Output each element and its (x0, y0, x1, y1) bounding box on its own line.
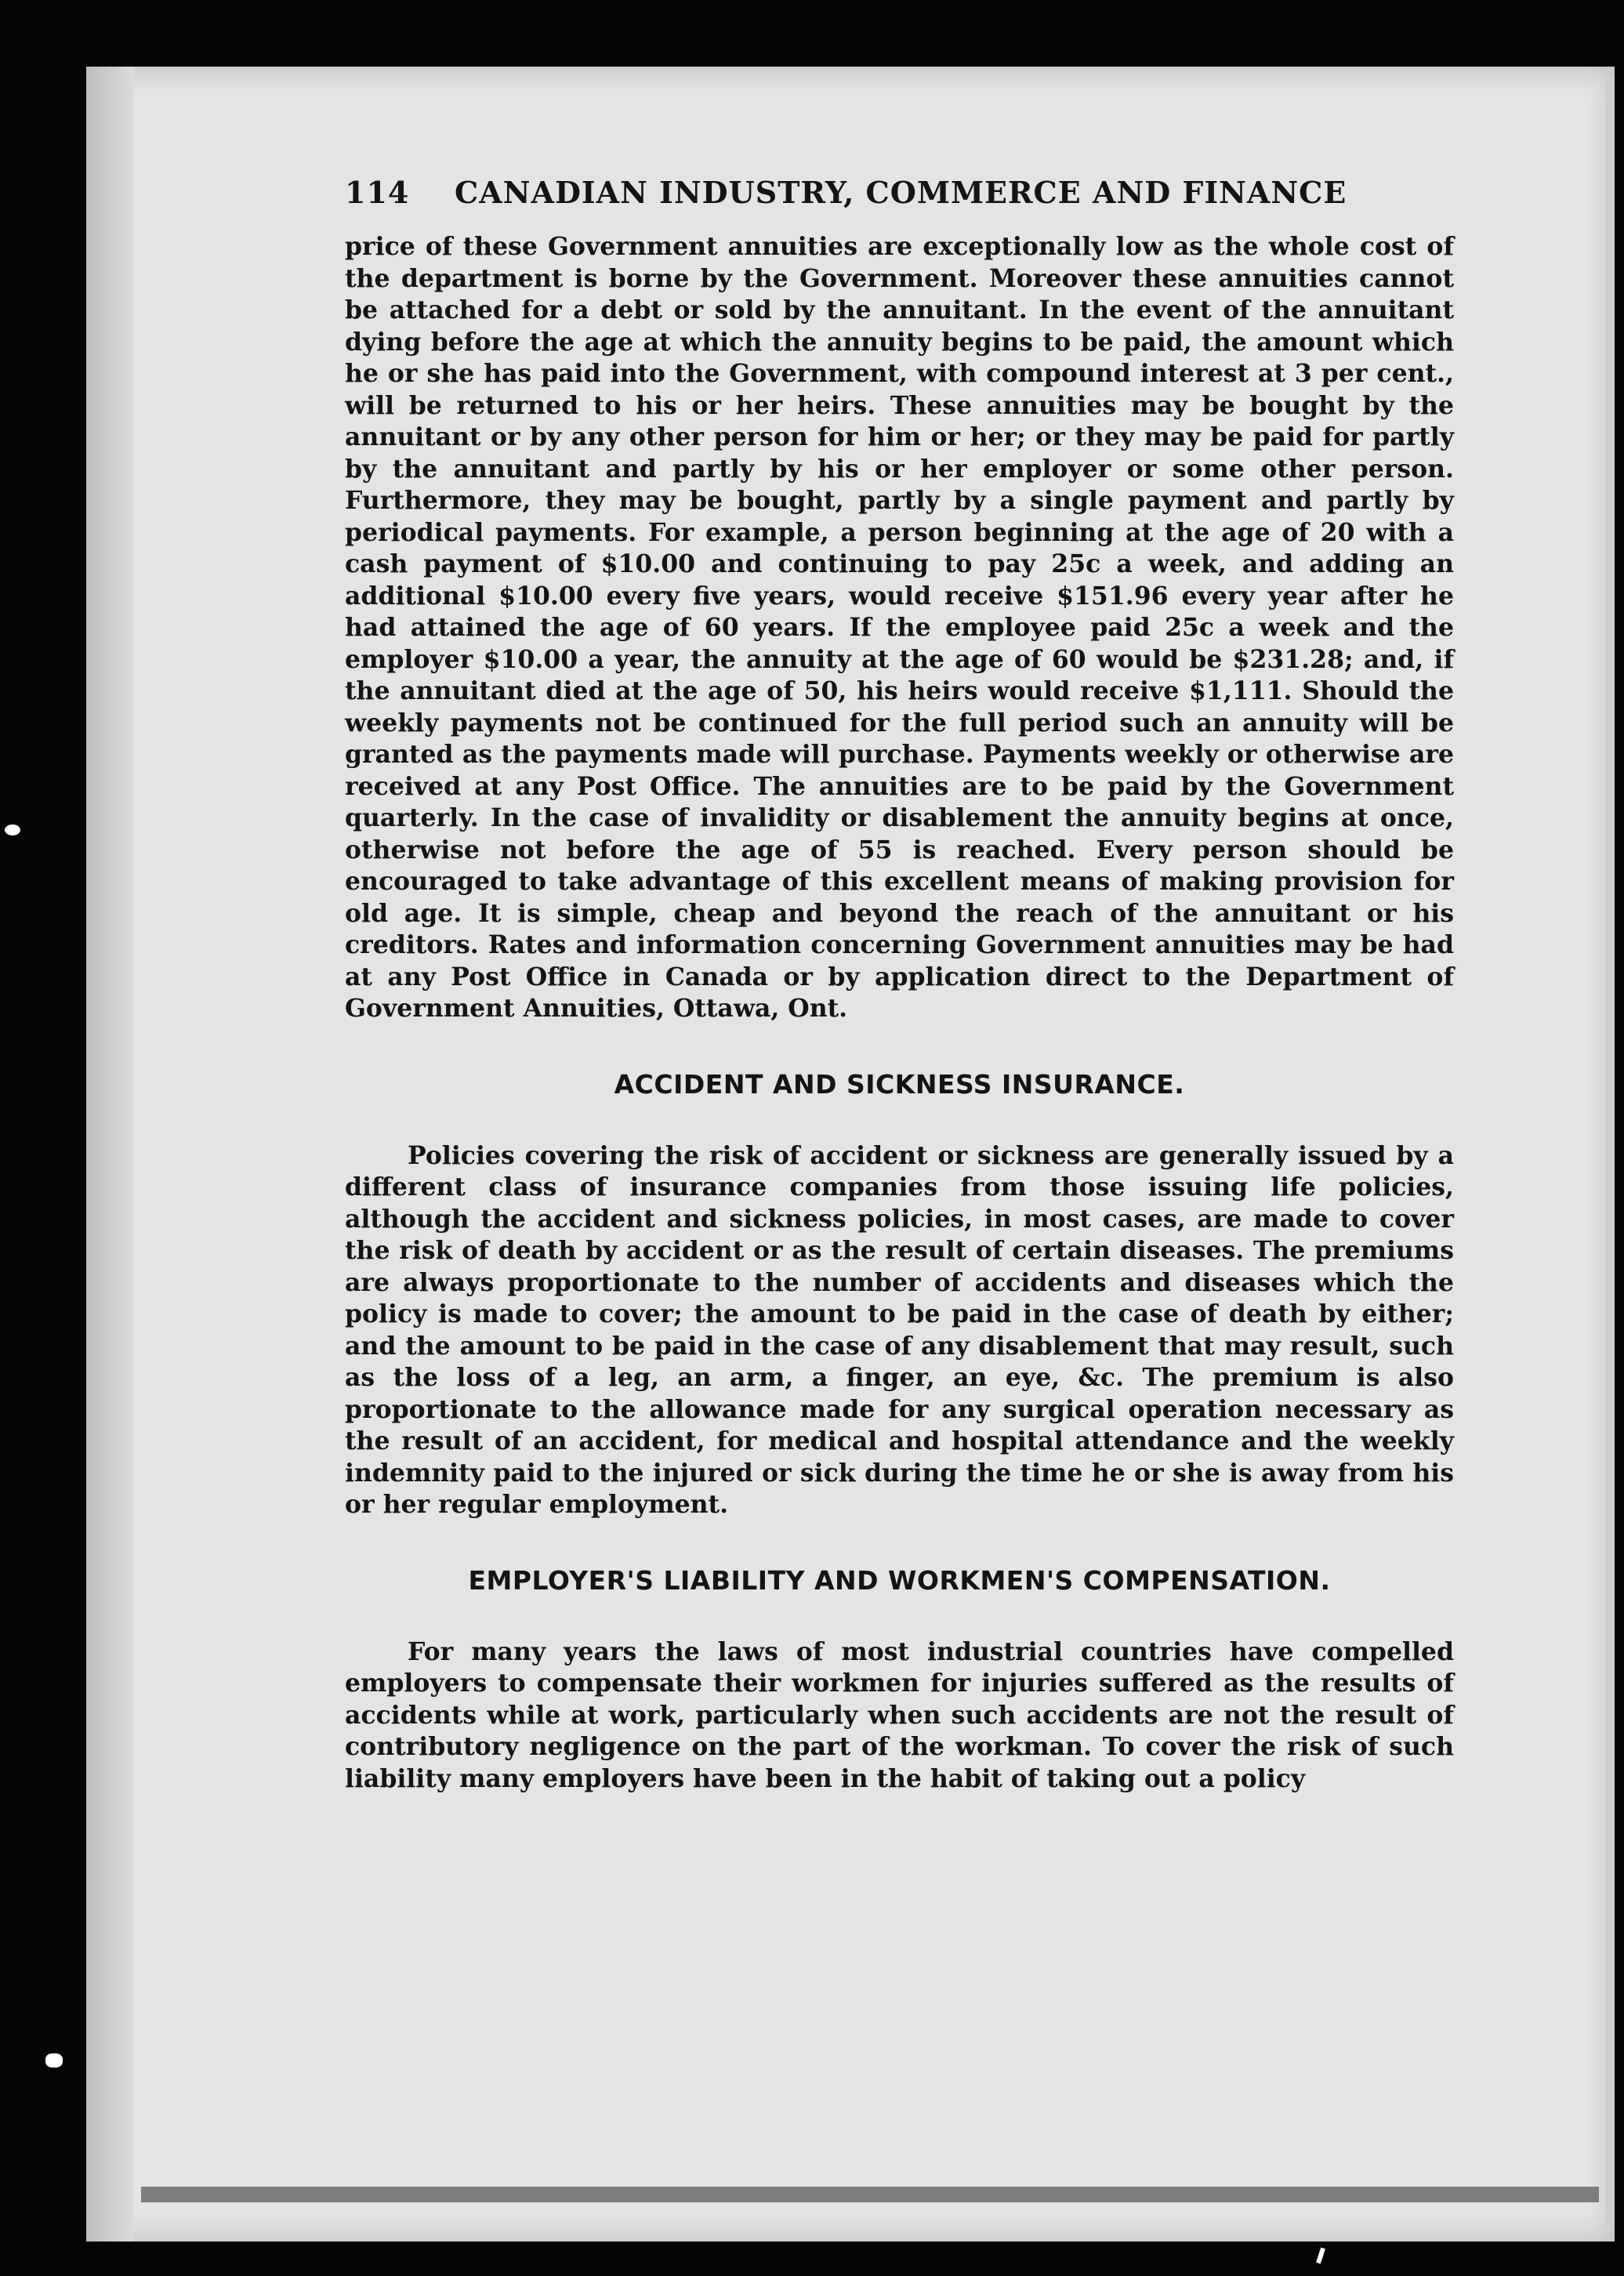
running-title: CANADIAN INDUSTRY, COMMERCE AND FINANCE (455, 175, 1347, 210)
page-content (345, 169, 1454, 1795)
accident-heading: ACCIDENT AND SICKNESS INSURANCE. (614, 1068, 1185, 1100)
annuities-paragraph: price of these Government annuities are exceptionally low as the whole cost of the department is borne by the Government. Moreover these annuities cannot be attached for a debt or sold by the annuitant. In the event of the annuitant dying before the age at which the annuity begins to be paid, the amount which he or she has paid into the Government, with compound interest at 3 per cent., will be returned to his or her heirs. These annuities may be bought by the annuitant or by any other person for him or her; or they may be paid for partly by the annuitant and partly by his or her employer or some other person. Furthermore, they may be bought, partly by a single payment and partly by periodical payments. For example, a person beginning at the age of 20 with a cash payment of $10.00 and continuing to pay 25c a week, and adding an additional $10.00 every five years, would receive $151.96 every year after he had attained the age of 60 years. If the employee paid 25c a week and the employer $10.00 a year, the annuity at the age of 60 would be $231.28; and, if the annuitant died at the age of 50, his heirs would receive $1,111. Should the weekly payments not be continued for the full period such an annuity will be granted as the payments made will purchase. Payments weekly or otherwise are received at any Post Office. The annuities are to be paid by the Government quarterly. In the case of invalidity or disablement the annuity begins at once, otherwise not before the age of 55 is reached. Every person should be encouraged to take advantage of this excellent means of making provision for old age. It is simple, cheap and beyond the reach of the annuitant or his creditors. Rates and information concerning Government annuities may be had at any Post Office in Canada or by application direct to the Department of Government Annuities, Ottawa, Ont. (345, 232, 1454, 1023)
scan-speck (5, 825, 20, 835)
employers-heading: EMPLOYER'S LIABILITY AND WORKMEN'S COMPENSATION. (468, 1564, 1331, 1596)
scan-speck (45, 2053, 63, 2068)
page-number: 114 (345, 175, 410, 210)
page-bottom-shadow (141, 2187, 1599, 2202)
page-left-edge (86, 67, 133, 2242)
running-head (345, 169, 1454, 216)
page-right-edge (1605, 78, 1615, 2226)
accident-paragraph: Policies covering the risk of accident or sickness are generally issued by a different class of insurance companies from those issuing life policies, although the accident and sickness policies, in most cases, are made to cover the risk of death by accident or as the result of certain diseases. The premiums are always proportionate to the number of accidents and diseases which the policy is made to cover; the amount to be paid in the case of death by either; and the amount to be paid in the case of any disablement that may result, such as the loss of a leg, an arm, a finger, an eye, &c. The premium is also proportionate to the allowance made for any surgical operation necessary as the result of an accident, for medical and hospital attendance and the weekly indemnity paid to the injured or sick during the time he or she is away from his or her regular employment. (345, 1140, 1454, 1519)
employers-paragraph: For many years the laws of most industrial countries have compelled employers to compensate their workmen for injuries suffered as the results of accidents while at work, particularly when such accidents are not the result of contributory negligence on the part of the workman. To cover the risk of such liability many employers have been in the habit of taking out a policy (345, 1636, 1454, 1793)
